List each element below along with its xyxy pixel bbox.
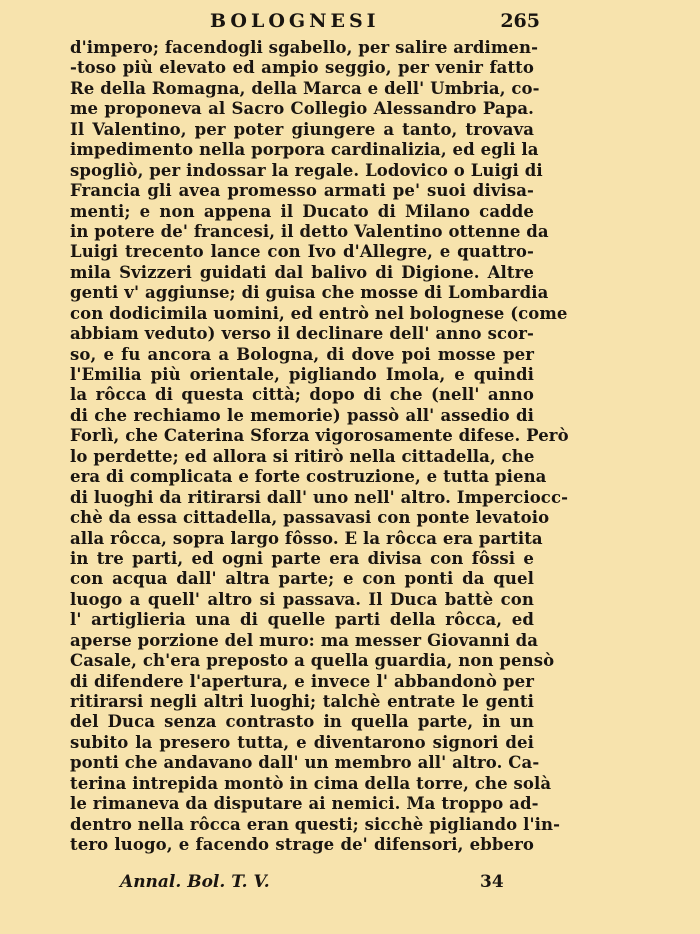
text-line: con dodicimila uomini, ed entrò nel bolognese (come <box>70 303 568 323</box>
text-line: aperse porzione del muro: ma messer Giovanni da <box>70 630 539 650</box>
text-line: genti v' aggiunse; di guisa che mosse di Lombardia <box>70 283 549 303</box>
text-line: -toso più elevato ed ampio seggio, per venir fatto <box>70 58 534 78</box>
text-line: la rôcca di questa città; dopo di che (nell' anno <box>70 385 534 405</box>
running-title: BOLOGNESI <box>210 10 380 32</box>
page-number: 265 <box>500 10 540 32</box>
text-line: Francia gli avea promesso armati pe' suoi divisa- <box>70 181 534 201</box>
text-line: dentro nella rôcca eran questi; sicchè pigliando l'in- <box>70 814 561 834</box>
text-line: le rimaneva da disputare ai nemici. Ma troppo ad- <box>70 794 539 814</box>
text-line: ritirarsi negli altri luoghi; talchè entrate le genti <box>70 692 534 711</box>
text-line: di difendere l'apertura, e invece l' abbandonò per <box>70 671 534 691</box>
running-head <box>70 10 540 36</box>
text-line: mila Svizzeri guidati dal balivo di Digione. Altre <box>70 262 534 282</box>
text-line: alla rôcca, sopra largo fôsso. E la rôcca era partita <box>70 528 543 548</box>
text-line: Il Valentino, per poter giungere a tanto, trovava <box>70 119 534 139</box>
text-line: Casale, ch'era preposto a quella guardia, non pensò <box>70 651 555 671</box>
text-line: tero luogo, e facendo strage de' difensori, ebbero <box>70 835 534 855</box>
text-line: luogo a quell' altro si passava. Il Duca battè con <box>70 589 534 609</box>
sheet-number: 34 <box>480 872 504 892</box>
signature-mark: Annal. Bol. T. V. <box>120 872 270 892</box>
text-line: Forlì, che Caterina Sforza vigorosamente difese. Però <box>70 426 569 446</box>
body-text <box>70 38 569 856</box>
text-line: me proponeva al Sacro Collegio Alessandro Papa. <box>70 99 534 119</box>
text-line: lo perdette; ed allora si ritirò nella cittadella, che <box>70 446 535 466</box>
text-line: terina intrepida montò in cima della torre, che solà <box>70 773 552 793</box>
text-line: in tre parti, ed ogni parte era divisa con fôssi e <box>70 548 534 568</box>
text-line: di che rechiamo le memorie) passò all' assedio di <box>70 405 534 425</box>
text-line: chè da essa cittadella, passavasi con ponte levatoio <box>70 508 550 528</box>
text-line: abbiam veduto) verso il declinare dell' anno scor- <box>70 324 534 344</box>
text-line: con acqua dall' altra parte; e con ponti da quel <box>70 569 534 589</box>
text-line: Re della Romagna, della Marca e dell' Umbria, co- <box>70 78 540 98</box>
text-line: d'impero; facendogli sgabello, per salire ardimen- <box>70 38 539 57</box>
text-line: l' artiglieria una di quelle parti della rôcca, ed <box>70 610 534 630</box>
text-line: era di complicata e forte costruzione, e tutta piena <box>70 467 547 487</box>
text-line: so, e fu ancora a Bologna, di dove poi mosse per <box>70 344 534 364</box>
text-line: del Duca senza contrasto in quella parte, in un <box>70 712 534 732</box>
text-line: ponti che andavano dall' un membro all' altro. Ca- <box>70 753 540 773</box>
text-line: spogliò, per indossar la regale. Lodovico o Luigi di <box>70 160 543 180</box>
text-line: in potere de' francesi, il detto Valentino ottenne da <box>70 221 549 241</box>
text-line: di luoghi da ritirarsi dall' uno nell' altro. Imperciocc- <box>70 487 569 507</box>
text-line: subito la presero tutta, e diventarono signori dei <box>70 732 534 752</box>
text-line: impedimento nella porpora cardinalizia, ed egli la <box>70 140 539 160</box>
page-footer <box>70 872 534 896</box>
text-line: l'Emilia più orientale, pigliando Imola, e quindi <box>70 365 534 384</box>
text-line: Luigi trecento lance con Ivo d'Allegre, e quattro- <box>70 242 534 262</box>
text-line: menti; e non appena il Ducato di Milano cadde <box>70 201 534 221</box>
